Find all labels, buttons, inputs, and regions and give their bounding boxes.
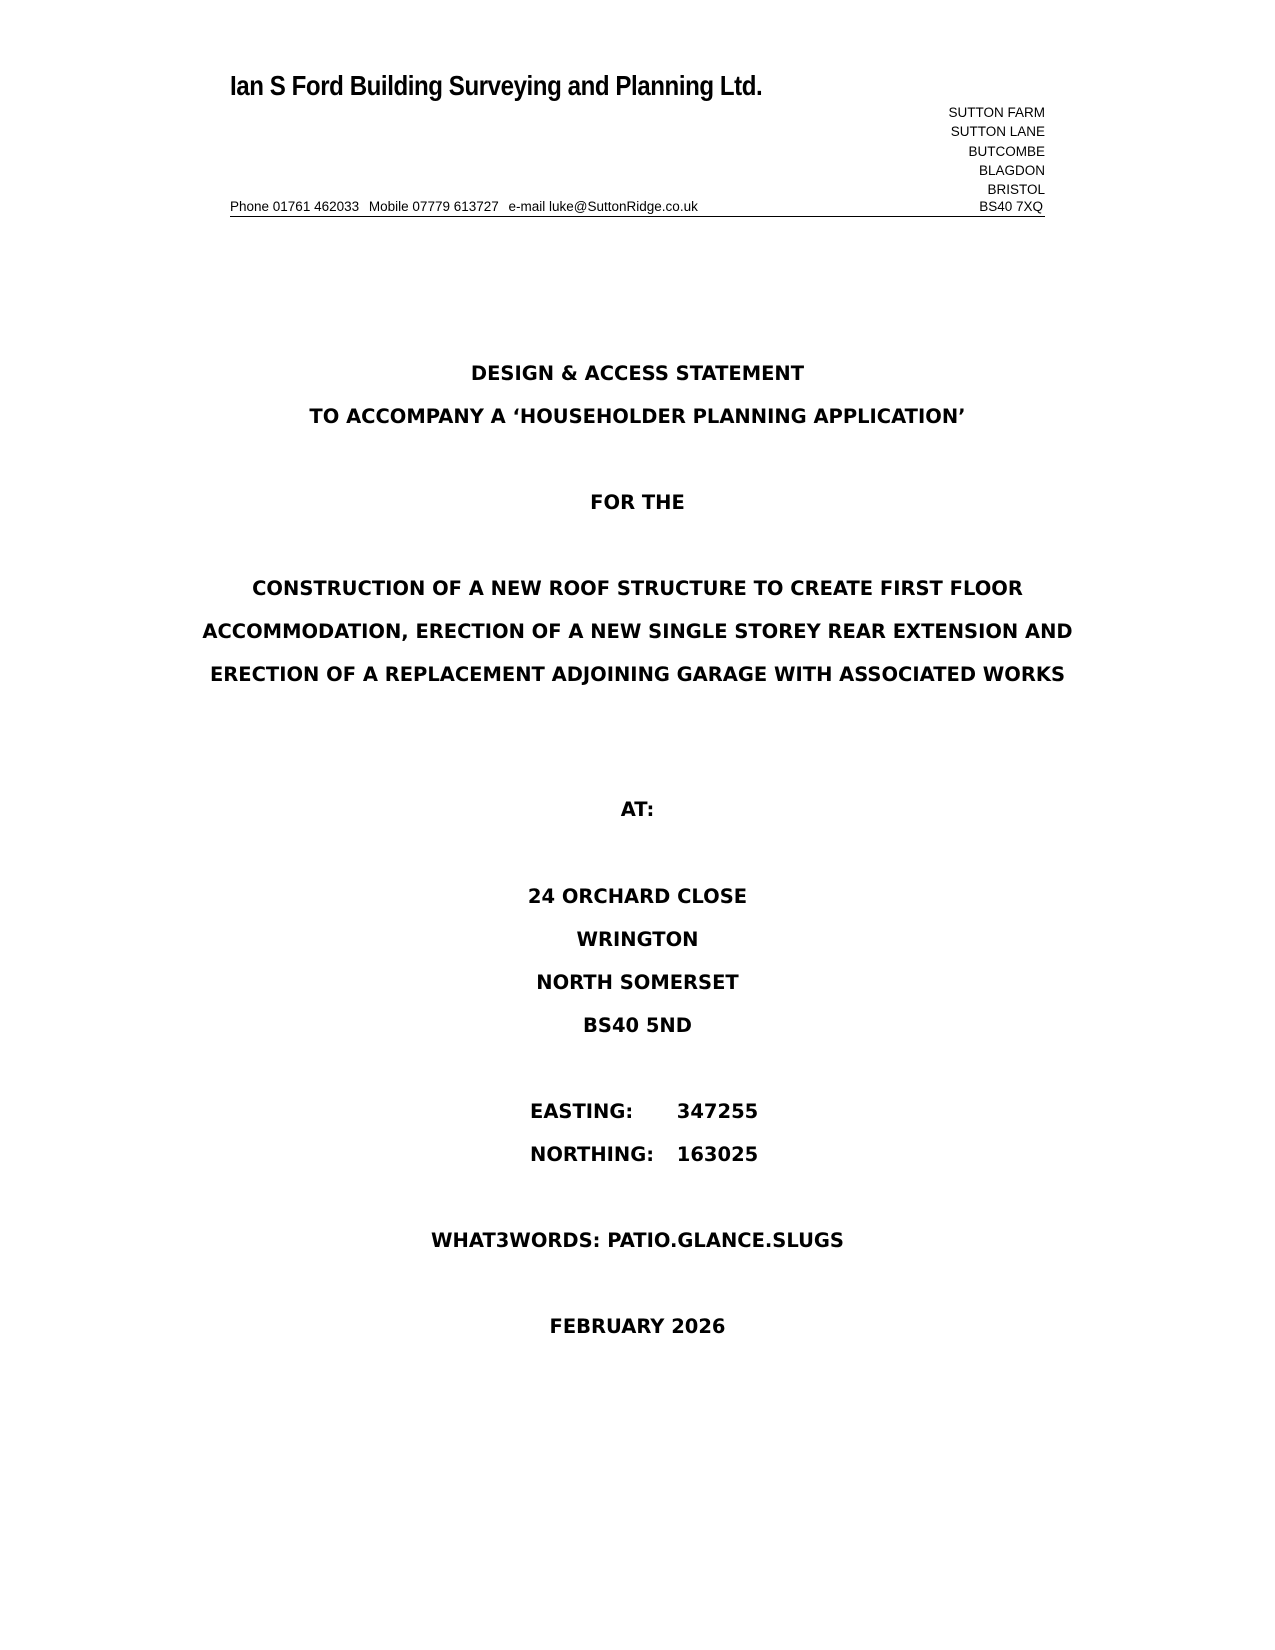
description-line: ACCOMMODATION, ERECTION OF A NEW SINGLE STOREY REAR EXTENSION AND bbox=[202, 620, 1073, 643]
description-line: ERECTION OF A REPLACEMENT ADJOINING GARAGE WITH ASSOCIATED WORKS bbox=[209, 663, 1066, 686]
site-address bbox=[0, 875, 1275, 1047]
title-line: DESIGN & ACCESS STATEMENT bbox=[470, 362, 805, 385]
what3words-text: WHAT3WORDS: PATIO.GLANCE.SLUGS bbox=[431, 1229, 844, 1252]
contact-line bbox=[230, 199, 1045, 217]
site-address-line: WRINGTON bbox=[576, 928, 699, 951]
for-the-heading bbox=[0, 481, 1275, 524]
works-description bbox=[0, 567, 1275, 696]
easting-value: 347255 bbox=[676, 1100, 759, 1123]
northing-row bbox=[530, 1133, 758, 1176]
description-line: CONSTRUCTION OF A NEW ROOF STRUCTURE TO CREATE FIRST FLOOR bbox=[252, 577, 1023, 600]
grid-reference bbox=[530, 1090, 758, 1176]
site-address-line: 24 ORCHARD CLOSE bbox=[527, 885, 748, 908]
northing-value: 163025 bbox=[676, 1143, 759, 1166]
what3words bbox=[0, 1219, 1275, 1262]
email-address: e-mail luke@SuttonRidge.co.uk bbox=[508, 199, 698, 214]
address-postcode: BS40 7XQ bbox=[979, 199, 1043, 214]
mobile-number: Mobile 07779 613727 bbox=[368, 199, 499, 214]
statement-title bbox=[0, 352, 1275, 438]
address-line: SUTTON LANE bbox=[950, 124, 1045, 140]
address-line: SUTTON FARM bbox=[948, 105, 1045, 120]
site-address-line: NORTH SOMERSET bbox=[536, 971, 739, 994]
site-address-line: BS40 5ND bbox=[583, 1014, 692, 1037]
date-text: FEBRUARY 2026 bbox=[549, 1315, 726, 1338]
company-name: Ian S Ford Building Surveying and Planning Ltd. bbox=[230, 70, 763, 101]
address-line: BRISTOL bbox=[987, 182, 1045, 198]
phone-number: Phone 01761 462033 bbox=[230, 199, 360, 214]
title-line: TO ACCOMPANY A ‘HOUSEHOLDER PLANNING APPLICATION’ bbox=[309, 405, 966, 428]
document-date bbox=[0, 1305, 1275, 1348]
northing-label: NORTHING: bbox=[530, 1143, 655, 1166]
company-address bbox=[948, 103, 1045, 199]
address-line: BUTCOMBE bbox=[968, 143, 1045, 159]
easting-label: EASTING: bbox=[530, 1100, 634, 1123]
easting-row bbox=[530, 1090, 758, 1133]
at-text: AT: bbox=[620, 798, 655, 821]
at-heading bbox=[0, 788, 1275, 831]
for-the-text: FOR THE bbox=[590, 491, 685, 514]
address-line: BLAGDON bbox=[978, 162, 1045, 178]
